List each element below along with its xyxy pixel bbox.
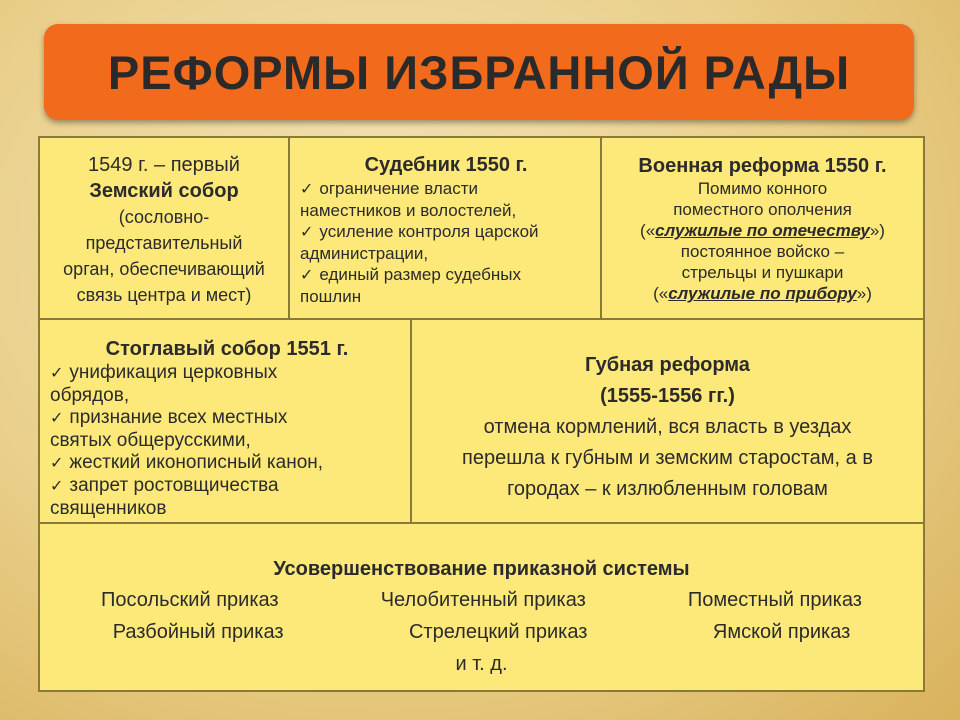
bracket-close: ») bbox=[856, 284, 872, 303]
checkmark-icon: ✓ bbox=[50, 478, 64, 495]
gubnaya-reform-cell bbox=[410, 318, 925, 524]
gubnaya-line1: отмена кормлений, вся власть в уездах bbox=[483, 416, 852, 438]
military-line1: Помимо конного bbox=[697, 179, 828, 198]
prikaz-heading: Усовершенствование приказной системы bbox=[273, 558, 690, 580]
bracket-open: (« bbox=[653, 284, 669, 303]
prikaz-row-2 bbox=[50, 616, 913, 648]
list-item-text: усиление контроля царской bbox=[319, 222, 539, 241]
sudebnik-cell bbox=[288, 136, 602, 320]
list-item-text: обрядов, bbox=[50, 385, 130, 406]
list-item bbox=[300, 264, 592, 307]
list-item-text: священников bbox=[50, 498, 167, 519]
prikaz-etc: и т. д. bbox=[455, 653, 508, 675]
gubnaya-years: (1555-1556 гг.) bbox=[600, 385, 735, 407]
zemsky-desc1: (сословно- bbox=[118, 207, 210, 227]
prikaz-item: Поместный приказ bbox=[687, 589, 862, 611]
checkmark-icon: ✓ bbox=[300, 181, 314, 198]
military-line3 bbox=[606, 220, 919, 241]
military-reform-cell bbox=[600, 136, 925, 320]
list-item-text: пошлин bbox=[300, 287, 362, 306]
zemsky-sobor-cell bbox=[38, 136, 290, 320]
zemsky-line1: 1549 г. – первый bbox=[88, 154, 240, 176]
checkmark-icon: ✓ bbox=[300, 267, 314, 284]
checkmark-icon: ✓ bbox=[300, 224, 314, 241]
checkmark-icon: ✓ bbox=[50, 455, 64, 472]
zemsky-desc3: орган, обеспечивающий bbox=[63, 259, 265, 279]
bracket-open: (« bbox=[640, 221, 656, 240]
prikaz-item: Стрелецкий приказ bbox=[408, 621, 588, 643]
list-item bbox=[300, 178, 592, 221]
page-title: РЕФОРМЫ ИЗБРАННОЙ РАДЫ bbox=[107, 45, 851, 99]
gubnaya-line3: городах – к излюбленным головам bbox=[507, 478, 828, 500]
list-item-text: унификация церковных bbox=[69, 362, 278, 383]
prikaz-system-cell bbox=[38, 522, 925, 692]
list-item-text: запрет ростовщичества bbox=[69, 475, 279, 496]
prikaz-item: Ямской приказ bbox=[712, 621, 851, 643]
list-item bbox=[50, 407, 404, 452]
list-item bbox=[300, 221, 592, 264]
list-item-text: единый размер судебных bbox=[319, 265, 522, 284]
military-heading: Военная реформа 1550 г. bbox=[638, 155, 887, 177]
list-item-text: святых общерусскими, bbox=[50, 430, 251, 451]
zemsky-heading: Земский собор bbox=[89, 180, 239, 202]
emphasis-term: служилые по прибору bbox=[668, 284, 857, 303]
list-item bbox=[50, 475, 404, 520]
military-line4: постоянное войско – bbox=[680, 242, 845, 261]
list-item-text: жесткий иконописный канон, bbox=[69, 452, 324, 473]
gubnaya-line2: перешла к губным и земским старостам, а в bbox=[462, 447, 873, 469]
bracket-close: ») bbox=[869, 221, 885, 240]
list-item-text: признание всех местных bbox=[69, 407, 288, 428]
prikaz-item: Челобитенный приказ bbox=[380, 589, 586, 611]
stoglav-heading: Стоглавый собор 1551 г. bbox=[105, 338, 349, 360]
list-item-text: администрации, bbox=[300, 244, 429, 263]
list-item bbox=[50, 362, 404, 407]
prikaz-item: Разбойный приказ bbox=[112, 621, 284, 643]
military-line6 bbox=[606, 283, 919, 304]
list-item-text: ограничение власти bbox=[319, 179, 479, 198]
prikaz-row-1 bbox=[50, 584, 913, 616]
list-item-text: наместников и волостелей, bbox=[300, 201, 517, 220]
military-line2: поместного ополчения bbox=[673, 200, 852, 219]
gubnaya-heading: Губная реформа bbox=[585, 354, 750, 376]
checkmark-icon: ✓ bbox=[50, 365, 64, 382]
title-banner bbox=[44, 24, 914, 120]
stoglav-cell bbox=[38, 318, 412, 524]
sudebnik-heading: Судебник 1550 г. bbox=[364, 154, 528, 176]
list-item bbox=[50, 452, 404, 475]
prikaz-item: Посольский приказ bbox=[101, 589, 279, 611]
military-line5: стрельцы и пушкари bbox=[681, 263, 844, 282]
checkmark-icon: ✓ bbox=[50, 410, 64, 427]
zemsky-desc2: представительный bbox=[85, 233, 243, 253]
zemsky-desc4: связь центра и мест) bbox=[76, 285, 252, 305]
emphasis-term: служилые по отечеству bbox=[655, 221, 870, 240]
